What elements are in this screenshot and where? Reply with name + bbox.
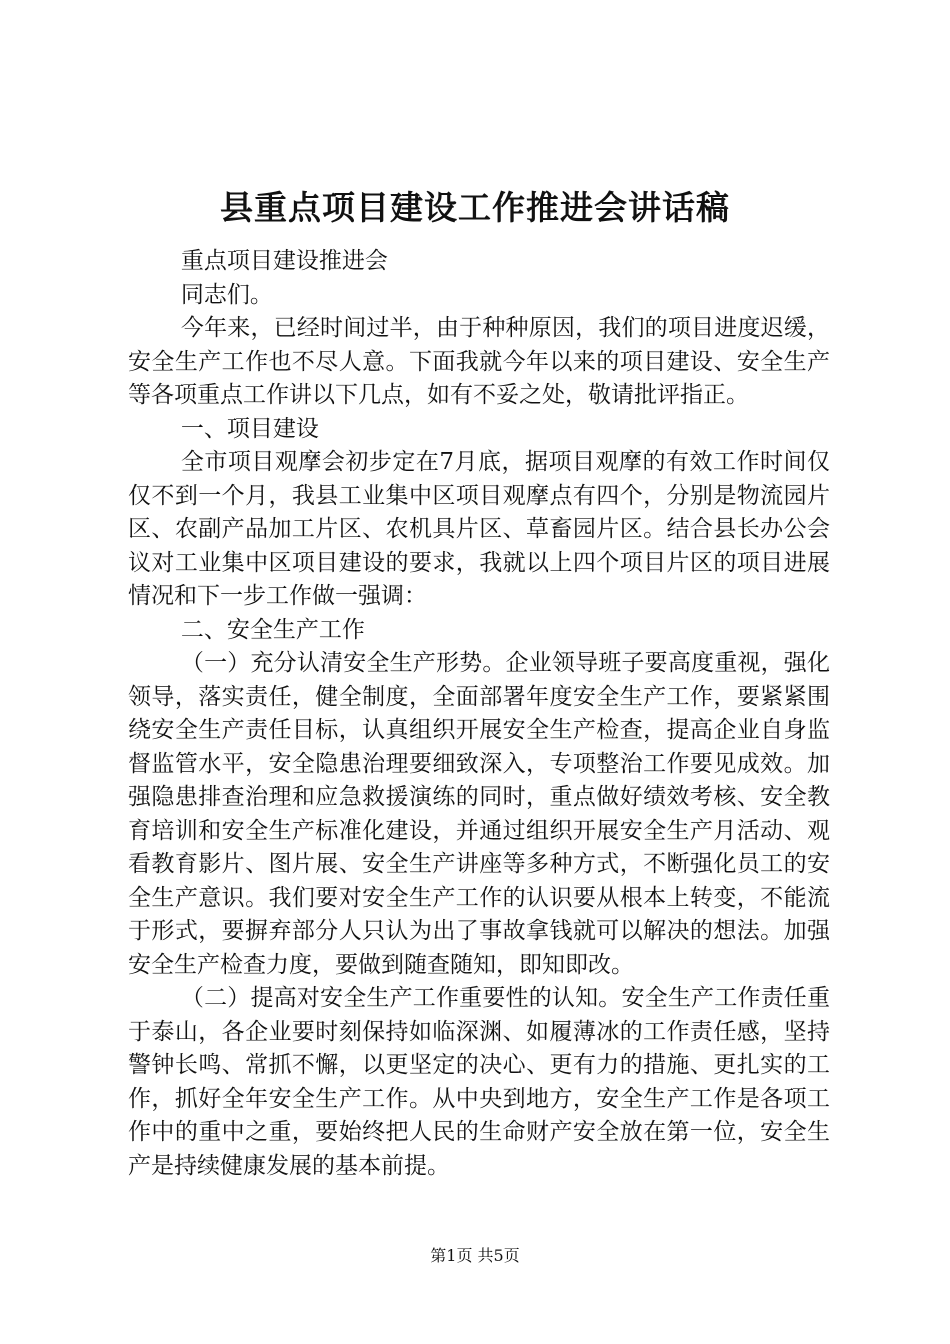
heading-project-construction: 一、项目建设 <box>180 415 319 442</box>
paragraph-greeting: 同志们。 <box>180 281 273 308</box>
heading-safety-production: 二、安全生产工作 <box>180 616 365 643</box>
paragraph-meeting-name: 重点项目建设推进会 <box>180 248 388 274</box>
page-footer: 第1页 共5页 <box>430 1246 520 1265</box>
paragraph-intro: 今年来，已经时间过半，由于种种原因，我们的项目进度迟缓，安全生产工作也不尽人意。下面我就今年以来的项目建设、安全生产等各项重点工作讲以下几点，如有不妥之处，敬请批评指正。 <box>128 315 830 408</box>
document-body <box>128 245 830 1183</box>
paragraph-safety-point-1: （一）充分认清安全生产形势。企业领导班子要高度重视，强化领导，落实责任，健全制度，全面部署年度安全生产工作，要紧紧围绕安全生产责任目标，认真组织开展安全生产检查，提高企业自身监督监管水平，安全隐患治理要细致深入，专项整治工作要见成效。加强隐患排查治理和应急救援演练的同时，重点做好绩效考核、安全教育培训和安全生产标准化建设，并通过组织开展安全生产月活动、观看教育影片、图片展、安全生产讲座等多种方式，不断强化员工的安全生产意识。我们要对安全生产工作的认识要从根本上转变，不能流于形式，要摒弃部分人只认为出了事故拿钱就可以解决的想法。加强安全生产检查力度，要做到随查随知，即知即改。 <box>128 650 830 978</box>
document-title: 县重点项目建设工作推进会讲话稿 <box>220 188 730 227</box>
paragraph-project-construction: 全市项目观摩会初步定在7月底，据项目观摩的有效工作时间仅仅不到一个月，我县工业集中区项目观摩点有四个，分别是物流园片区、农副产品加工片区、农机具片区、草畜园片区。结合县长办公会议对工业集中区项目建设的要求，我就以上四个项目片区的项目进展情况和下一步工作做一强调： <box>128 449 830 609</box>
paragraph-safety-point-2: （二）提高对安全生产工作重要性的认知。安全生产工作责任重于泰山，各企业要时刻保持如临深渊、如履薄冰的工作责任感，坚持警钟长鸣、常抓不懈，以更坚定的决心、更有力的措施、更扎实的工作，抓好全年安全生产工作。从中央到地方，安全生产工作是各项工作中的重中之重，要始终把人民的生命财产安全放在第一位，安全生产是持续健康发展的基本前提。 <box>128 985 830 1179</box>
